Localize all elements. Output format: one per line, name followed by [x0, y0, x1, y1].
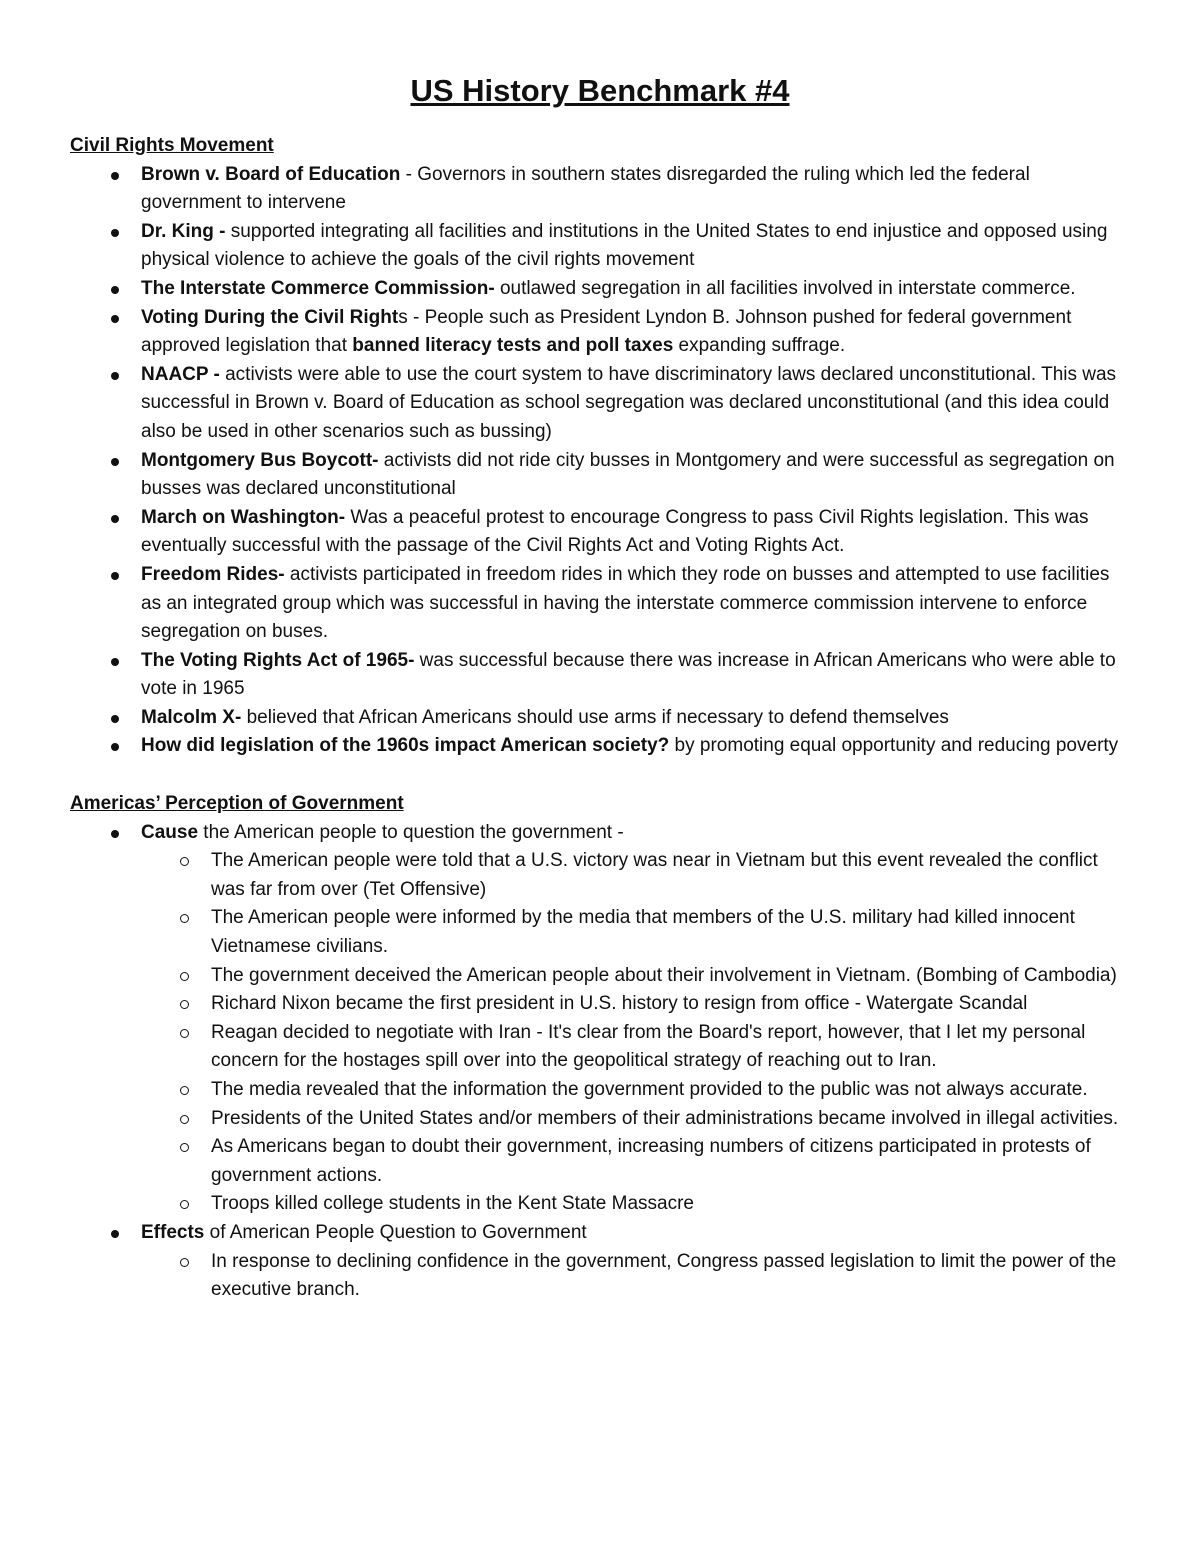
bullet-icon: [111, 830, 119, 838]
bullet-icon: [111, 172, 119, 180]
list-item: [70, 819, 1130, 1219]
sub-item-text: Troops killed college students in the Kent State Massacre: [211, 1193, 694, 1215]
item-text: expanding suffrage.: [673, 335, 846, 357]
sub-item-text: Reagan decided to negotiate with Iran - It's clear from the Board's report, however, that I let my personal concern for the hostages spill over into the geopolitical strategy of reaching out to Iran.: [211, 1021, 1086, 1072]
sub-list-item: [70, 847, 1130, 904]
item-text: supported integrating all facilities and institutions in the United States to end injustice and opposed using physical violence to achieve the goals of the civil rights movement: [141, 220, 1108, 271]
item-term: Malcolm X-: [141, 706, 242, 728]
list-item: [70, 647, 1130, 704]
sub-item-text: The media revealed that the information the government provided to the public was not always accurate.: [211, 1079, 1088, 1100]
list-item: [70, 704, 1130, 733]
sub-list-item: [70, 904, 1130, 961]
hollow-bullet-icon: [180, 1086, 189, 1095]
bullet-icon: [111, 372, 119, 380]
sub-item-text: The government deceived the American people about their involvement in Vietnam. (Bombing of Cambodia): [211, 964, 1117, 986]
list-item: [70, 561, 1130, 647]
sub-item-text: In response to declining confidence in the government, Congress passed legislation to limit the power of the executive branch.: [211, 1250, 1117, 1301]
item-text: activists were able to use the court system to have discriminatory laws declared unconstitutional. This was successful in Brown v. Board of Education as school segregation was declared unconstitutional (and this idea could also be used in other scenarios such as bussing): [141, 363, 1117, 442]
list-item: [70, 161, 1130, 218]
item-term: Freedom Rides-: [141, 563, 285, 585]
list-item: [70, 1219, 1130, 1305]
hollow-bullet-icon: [180, 1200, 189, 1209]
hollow-bullet-icon: [180, 1000, 189, 1009]
list-item: [70, 447, 1130, 504]
item-term: The Voting Rights Act of 1965-: [141, 649, 415, 671]
item-text: Was a peaceful protest to encourage Congress to pass Civil Rights legislation. This was eventually successful with the passage of the Civil Rights Act and Voting Rights Act.: [141, 506, 1089, 557]
item-term: How did legislation of the 1960s impact American society?: [141, 735, 670, 757]
item-text: activists participated in freedom rides in which they rode on busses and attempted to use facilities as an integrated group which was successful in having the interstate commerce commission intervene to enforce segregation on buses.: [141, 563, 1110, 643]
bullet-icon: [111, 658, 119, 666]
item-term: Effects: [141, 1221, 205, 1243]
section-heading-civil-rights: Civil Rights Movement: [70, 135, 274, 156]
bullet-icon: [111, 458, 119, 466]
perception-list: [70, 819, 1130, 1305]
hollow-bullet-icon: [180, 914, 189, 923]
hollow-bullet-icon: [180, 857, 189, 866]
sub-list-item: [70, 1133, 1130, 1190]
bullet-icon: [111, 743, 119, 751]
list-item: [70, 218, 1130, 275]
item-text: of American People Question to Government: [204, 1221, 587, 1243]
list-item: [70, 504, 1130, 561]
item-term: Brown v. Board of Education: [141, 163, 401, 185]
hollow-bullet-icon: [180, 1143, 189, 1152]
list-item: [70, 732, 1130, 761]
item-text: believed that African Americans should use arms if necessary to defend themselves: [241, 706, 949, 728]
item-text: the American people to question the government -: [198, 821, 624, 843]
item-emphasis: banned literacy tests and poll taxes: [352, 335, 674, 357]
sub-list-item: [70, 1019, 1130, 1076]
bullet-icon: [111, 1230, 119, 1238]
bullet-icon: [111, 515, 119, 523]
bullet-icon: [111, 229, 119, 237]
item-term: Montgomery Bus Boycott-: [141, 449, 379, 471]
bullet-icon: [111, 572, 119, 580]
sub-item-text: The American people were told that a U.S. victory was near in Vietnam but this event revealed the conflict was far from over (Tet Offensive): [211, 850, 1098, 900]
sub-list-item: [70, 1076, 1130, 1105]
item-term: Voting During the Civil Right: [141, 306, 399, 328]
sub-list-item: [70, 962, 1130, 991]
section-heading-perception: Americas’ Perception of Government: [70, 793, 404, 815]
item-term: March on Washington-: [141, 506, 346, 528]
item-term: The Interstate Commerce Commission-: [141, 277, 495, 299]
sub-item-text: Presidents of the United States and/or members of their administrations became involved in illegal activities.: [211, 1107, 1119, 1129]
list-item: [70, 304, 1130, 361]
item-text: s - People such as President Lyndon B. Johnson pushed for federal government approved legislation that: [141, 306, 1072, 357]
item-term: NAACP -: [141, 363, 220, 385]
sub-list-item: [70, 1105, 1130, 1134]
list-item: [70, 275, 1130, 304]
sub-item-text: As Americans began to doubt their government, increasing numbers of citizens participated in protests of government actions.: [211, 1136, 1091, 1186]
list-item: [70, 361, 1130, 447]
hollow-bullet-icon: [180, 1115, 189, 1124]
item-text: was successful because there was increase in African Americans who were able to vote in 1965: [141, 649, 1116, 700]
bullet-icon: [111, 315, 119, 323]
bullet-icon: [111, 286, 119, 294]
item-term: Dr. King -: [141, 220, 226, 242]
hollow-bullet-icon: [180, 972, 189, 981]
sub-list-item: [70, 990, 1130, 1019]
item-text: by promoting equal opportunity and reducing poverty: [669, 735, 1119, 757]
hollow-bullet-icon: [180, 1258, 189, 1267]
item-term: Cause: [141, 821, 199, 843]
item-text: activists did not ride city busses in Montgomery and were successful as segregation on busses was declared unconstitutional: [141, 449, 1115, 500]
bullet-icon: [111, 715, 119, 723]
sub-item-text: Richard Nixon became the first president in U.S. history to resign from office - Watergate Scandal: [211, 993, 1028, 1015]
document-title: US History Benchmark #4: [410, 73, 790, 108]
item-text: outlawed segregation in all facilities involved in interstate commerce.: [494, 277, 1076, 299]
sub-list-item: [70, 1248, 1130, 1305]
hollow-bullet-icon: [180, 1029, 189, 1038]
effects-sublist: [141, 1248, 1130, 1305]
sub-list-item: [70, 1190, 1130, 1219]
item-text: - Governors in southern states disregarded the ruling which led the federal government to intervene: [141, 163, 1030, 214]
cause-sublist: [141, 847, 1130, 1219]
civil-rights-list: [70, 161, 1130, 761]
section-spacer: [70, 761, 1130, 790]
sub-item-text: The American people were informed by the media that members of the U.S. military had killed innocent Vietnamese civilians.: [211, 907, 1075, 958]
